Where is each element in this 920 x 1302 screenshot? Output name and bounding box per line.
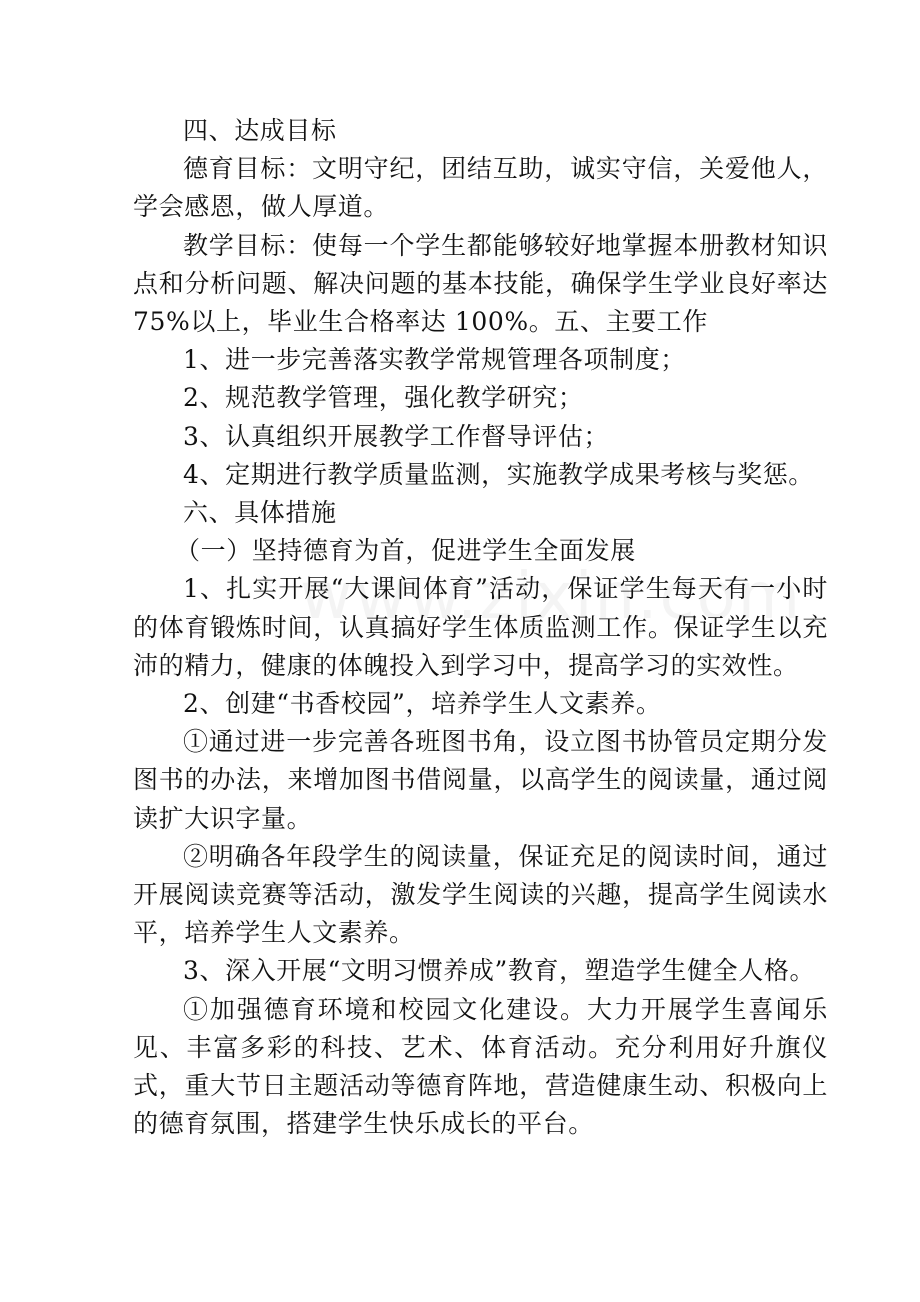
paragraph-moral-goal: 德育目标：文明守纪，团结互助，诚实守信，关爱他人，学会感恩，做人厚道。 (133, 154, 828, 222)
list-item-work-1: 1、进一步完善落实教学常规管理各项制度； (183, 345, 686, 375)
subheading-moral-first: （一）坚持德育为首，促进学生全面发展 (175, 536, 636, 566)
list-item-work-4: 4、定期进行教学质量监测，实施教学成果考核与奖惩。 (183, 459, 814, 489)
paragraph-measure-2-b: ②明确各年段学生的阅读量，保证充足的阅读时间，通过开展阅读竞赛等活动，激发学生阅读的兴趣，提高学生阅读水平，培养学生人文素养。 (133, 841, 828, 948)
heading-measures: 六、具体措施 (183, 498, 337, 528)
heading-goals: 四、达成目标 (183, 116, 337, 145)
document-body (133, 112, 828, 1143)
list-item-work-2: 2、规范教学管理，强化教学研究； (183, 383, 584, 413)
paragraph-measure-3: 3、深入开展“文明习惯养成”教育，塑造学生健全人格。 (183, 956, 816, 986)
paragraph-measure-2: 2、创建“书香校园”，培养学生人文素养。 (183, 689, 662, 719)
list-item-work-3: 3、认真组织开展教学工作督导评估； (183, 421, 610, 451)
paragraph-teaching-goal: 教学目标：使每一个学生都能够较好地掌握本册教材知识点和分析问题、解决问题的基本技能，确保学生学业良好率达 75%以上，毕业生合格率达 100%。五、主要工作 (133, 230, 828, 337)
paragraph-measure-2-a: ①通过进一步完善各班图书角，设立图书协管员定期分发图书的办法，来增加图书借阅量，以高学生的阅读量，通过阅读扩大识字量。 (133, 727, 828, 833)
paragraph-measure-3-a: ①加强德育环境和校园文化建设。大力开展学生喜闻乐见、丰富多彩的科技、艺术、体育活动。充分利用好升旗仪式，重大节日主题活动等德育阵地，营造健康生动、积极向上的德育氛围，搭建学生快乐成长的平台。 (133, 994, 828, 1139)
paragraph-measure-1: 1、扎实开展“大课间体育”活动，保证学生每天有一小时的体育锻炼时间，认真搞好学生体质监测工作。保证学生以充沛的精力，健康的体魄投入到学习中，提高学习的实效性。 (133, 574, 828, 680)
